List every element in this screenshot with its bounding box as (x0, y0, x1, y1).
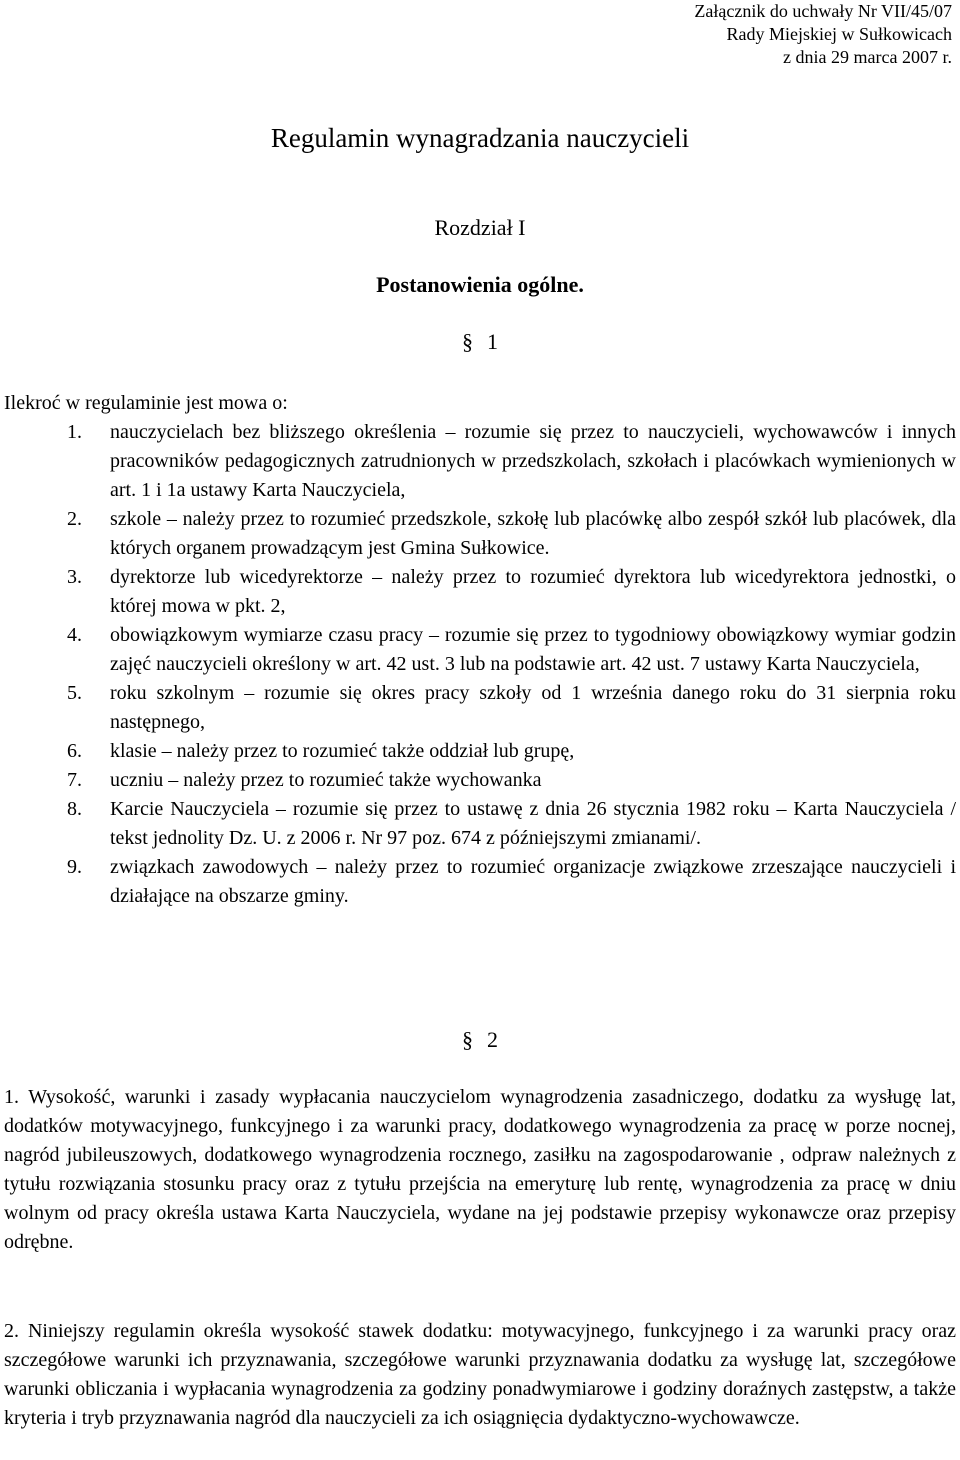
item-text: roku szkolnym – rozumie się okres pracy szkoły od 1 września danego roku do 31 sierpnia roku następnego, (110, 682, 956, 733)
definition-item (0, 679, 958, 737)
item-text: dyrektorze lub wicedyrektorze – należy przez to rozumieć dyrektora lub wicedyrektora jednostki, o której mowa w pkt. 2, (110, 566, 956, 617)
item-number: 4. (67, 624, 82, 646)
definition-item (0, 505, 958, 563)
section-number: 1 (487, 329, 498, 354)
definition-item (0, 795, 958, 853)
item-number: 6. (67, 740, 82, 762)
section-1-heading (0, 328, 960, 356)
item-number: 7. (67, 769, 82, 791)
definition-item (0, 737, 958, 766)
chapter-label: Rozdział I (434, 215, 526, 240)
item-text: uczniu – należy przez to rozumieć także wychowanka (110, 769, 542, 791)
annex-line-2: Rady Miejskiej w Sułkowicach (726, 24, 952, 44)
item-number: 9. (67, 856, 82, 878)
definition-item (0, 621, 958, 679)
definition-item (0, 766, 958, 795)
item-text: nauczycielach bez bliższego określenia – rozumie się przez to nauczycieli, wychowawców i innych pracowników pedagogicznych zatrudnionych w przedszkolach, szkołach i placówkach wymienionych w art. 1 i 1a ustawy Karta Nauczyciela, (110, 421, 956, 501)
item-text: klasie – należy przez to rozumieć także oddział lub grupę, (110, 740, 575, 762)
item-number: 3. (67, 566, 82, 588)
section-2-paragraph-1: 1. Wysokość, warunki i zasady wypłacania nauczycielom wynagrodzenia zasadniczego, dodatku za wysługę lat, dodatków motywacyjnego, funkcyjnego i za warunki pracy, dodatkowego wynagrodzenia za pracę w porze nocnej, nagród jubileuszowych, dodatkowego wynagrodzenia rocznego, zasiłku na zagospodarowanie , odpraw należnych z tytułu rozwiązania stosunku pracy oraz z tytułu przejścia na emeryturę lub rentę, wynagrodzenia za pracę w dniu wolnym od pracy określa ustawa Karta Nauczyciela, wydane na jej podstawie przepisy wykonawcze oraz przepisy odrębne. (4, 1086, 956, 1253)
item-number: 1. (67, 421, 82, 443)
annex-line-3: z dnia 29 marca 2007 r. (783, 47, 952, 67)
annex-header (694, 0, 952, 69)
section-1-intro: Ilekroć w regulaminie jest mowa o: (4, 392, 288, 414)
item-text: szkole – należy przez to rozumieć przedszkole, szkołę lub placówkę albo zespół szkół lub placówek, dla których organem prowadzącym jest Gmina Sułkowice. (110, 508, 956, 559)
section-2-paragraph-2: 2. Niniejszy regulamin określa wysokość stawek dodatku: motywacyjnego, funkcyjnego i za warunki pracy oraz szczegółowe warunki ich przyznawania, szczegółowe warunki przyznawania dodatku za wysługę lat, szczegółowe warunki obliczania i wypłacania wynagrodzenia za godziny ponadwymiarowe i godziny doraźnych zastępstw, a także kryteria i tryb przyznawania nagród dla nauczycieli za ich osiągnięcia dydaktyczno-wychowawcze. (4, 1320, 956, 1429)
section-symbol: § (462, 329, 473, 354)
definitions-list (0, 418, 958, 911)
item-text: obowiązkowym wymiarze czasu pracy – rozumie się przez to tygodniowy obowiązkowy wymiar godzin zajęć nauczycieli określony w art. 42 ust. 3 lub na podstawie art. 42 ust. 7 ustawy Karta Nauczyciela, (110, 624, 956, 675)
section-symbol: § (462, 1027, 473, 1052)
item-number: 2. (67, 508, 82, 530)
item-text: związkach zawodowych – należy przez to rozumieć organizacje związkowe zrzeszające nauczycieli i działające na obszarze gminy. (110, 856, 956, 907)
definition-item (0, 563, 958, 621)
item-text: Karcie Nauczyciela – rozumie się przez to ustawę z dnia 26 stycznia 1982 roku – Karta Nauczyciela / tekst jednolity Dz. U. z 2006 r. Nr 97 poz. 674 z późniejszymi zmianami/. (110, 798, 956, 849)
section-number: 2 (487, 1027, 498, 1052)
annex-line-1: Załącznik do uchwały Nr VII/45/07 (694, 1, 952, 21)
item-number: 8. (67, 798, 82, 820)
item-number: 5. (67, 682, 82, 704)
chapter-subtitle: Postanowienia ogólne. (376, 272, 584, 297)
section-2-heading (0, 1026, 960, 1054)
definition-item (0, 853, 958, 911)
document-title: Regulamin wynagradzania nauczycieli (270, 123, 690, 153)
definition-item (0, 418, 958, 505)
